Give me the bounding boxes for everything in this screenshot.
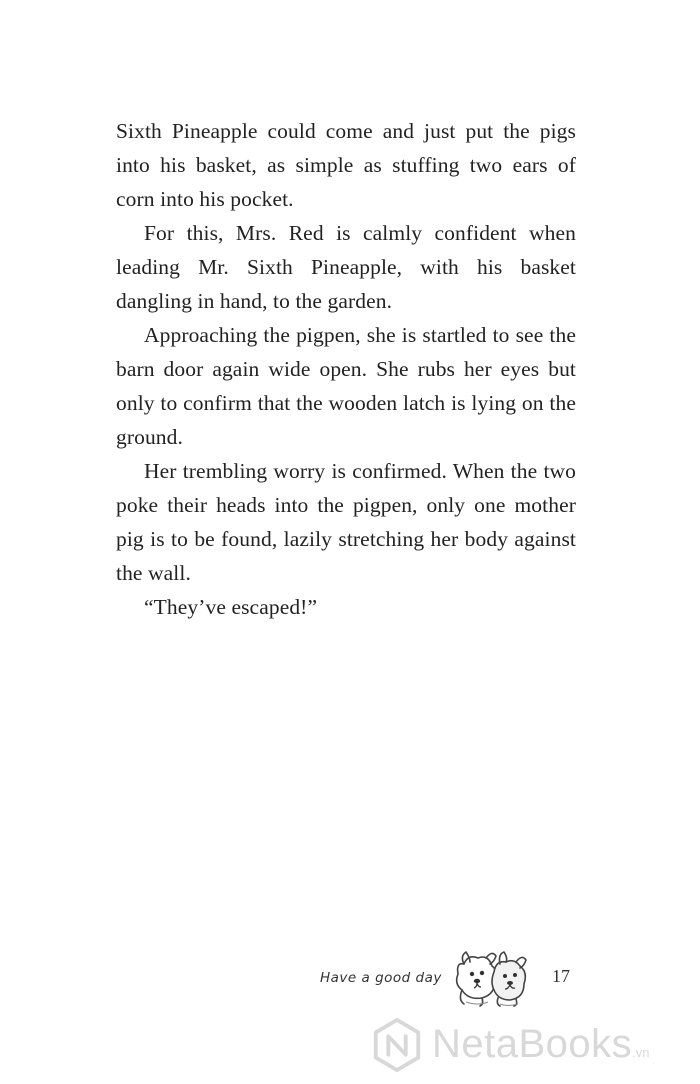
paragraph-5: “They’ve escaped!” — [144, 595, 318, 619]
page-number: 17 — [552, 966, 570, 986]
page-body-text — [116, 114, 576, 624]
footer-tagline: Have a good day — [320, 970, 442, 986]
two-cartoon-dogs-icon — [448, 944, 530, 1008]
paragraph-3: Approaching the pigpen, she is startled to see the barn door again wide open. She rubs her eyes but only to confirm that the wooden latch is lying on the ground. — [116, 323, 576, 449]
paragraph-2: For this, Mrs. Red is calmly confident when leading Mr. Sixth Pineapple, with his basket dangling in hand, to the garden. — [116, 221, 576, 313]
netabooks-logo-icon — [368, 1016, 426, 1074]
paragraph-4: Her trembling worry is confirmed. When the two poke their heads into the pigpen, only one mother pig is to be found, lazily stretching her body against the wall. — [116, 459, 576, 585]
netabooks-watermark — [362, 1008, 700, 1084]
watermark-brand-suffix: .vn — [632, 1045, 650, 1060]
paragraph-1: Sixth Pineapple could come and just put the pigs into his basket, as simple as stuffing two ears of corn into his pocket. — [116, 119, 576, 211]
watermark-brand-name: NetaBooks — [432, 1022, 633, 1066]
page-footer — [320, 940, 580, 1010]
watermark-brand — [432, 1022, 650, 1067]
